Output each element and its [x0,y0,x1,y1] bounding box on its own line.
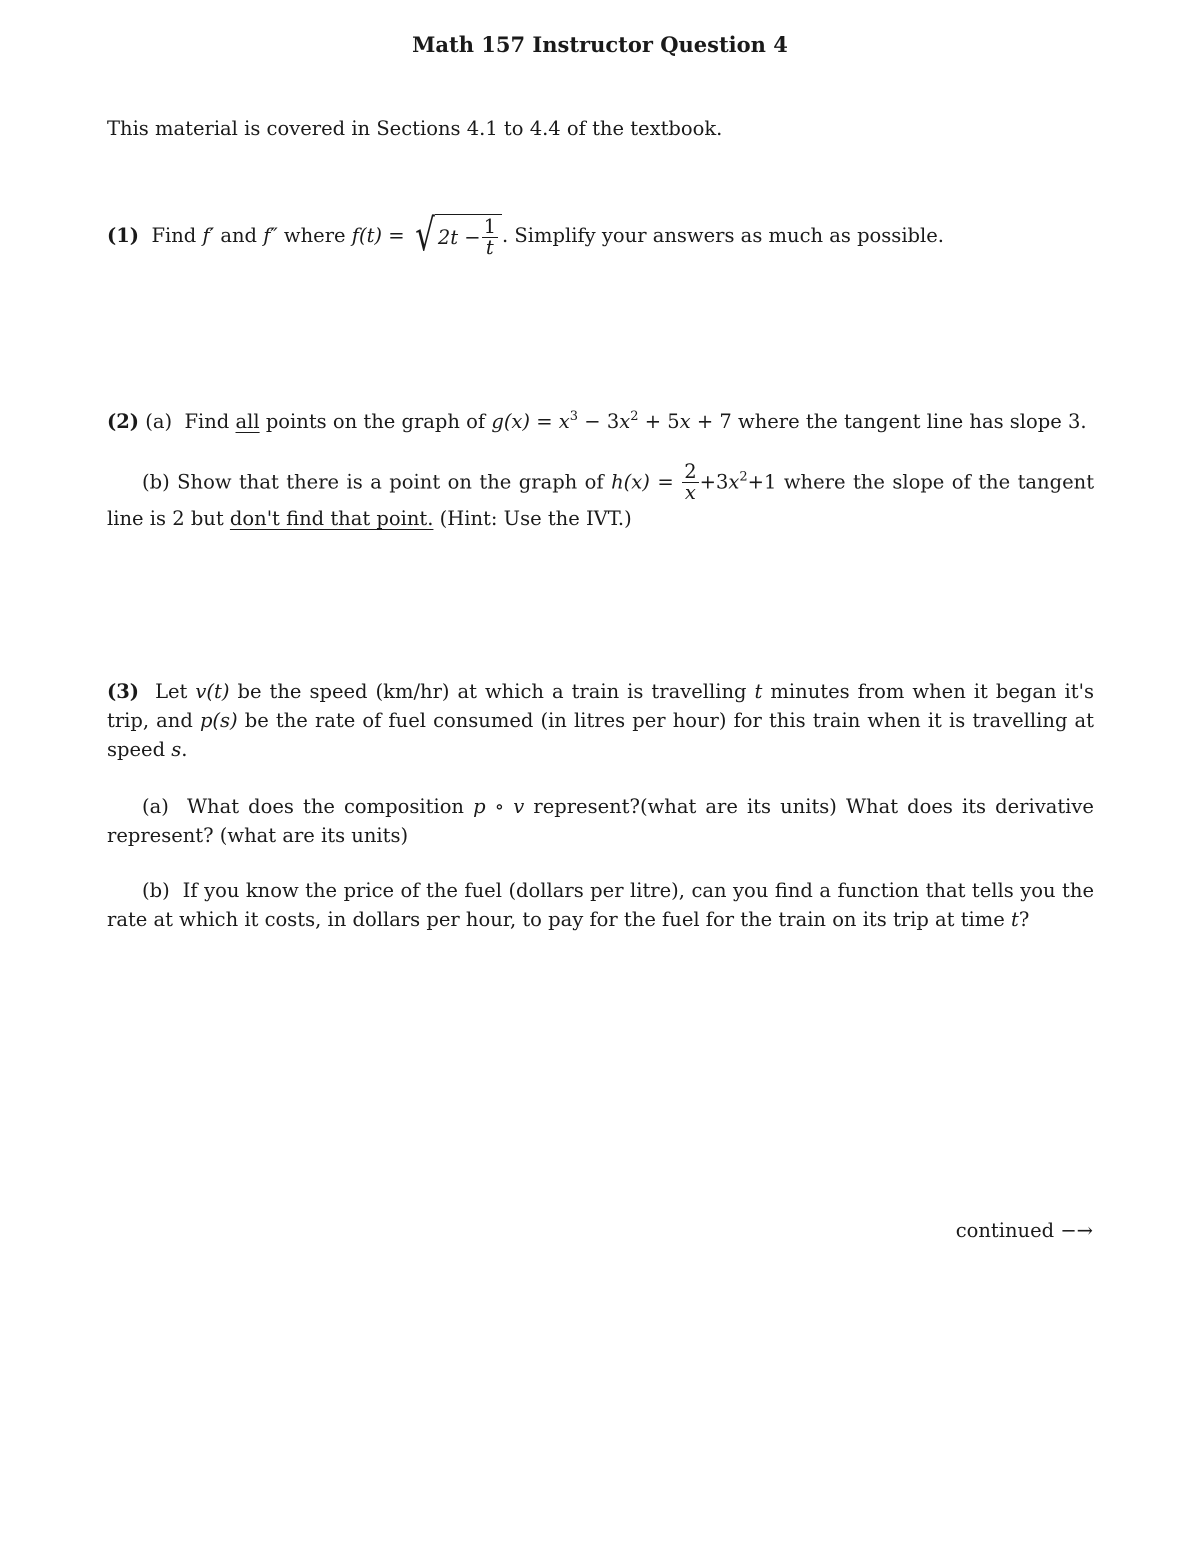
q2b-frac-numerator: 2 [684,460,697,483]
q2b-underlined: don't find that point. [229,506,434,530]
q2b-tail: +1 where the slope of the tangent line is 2 but [107,470,1095,530]
q3a-label: (a) [142,795,169,818]
q3b-t: t [1011,908,1019,931]
q2b-x: x [728,470,740,494]
q2a-text: points on the graph of [265,410,486,433]
q3-text1: be the speed (km/hr) at which a train is travelling [237,680,747,703]
q1-f-double-prime: f″ [263,223,278,247]
q2a-all: all [235,410,260,433]
q3-number: (3) [107,680,140,703]
question-3 [107,677,1094,764]
q2b-eq: = [657,470,674,494]
q1-radicand [435,214,502,259]
q3-s: s [171,738,182,761]
q2a-label: (a) [145,410,173,433]
q2a-exp2: 2 [630,409,639,424]
q2-number: (2) [107,410,140,433]
q1-and: and [220,223,257,247]
q2b-label: (b) [142,470,170,494]
q2a-tail: + 7 where the tangent line has slope 3. [690,410,1087,433]
continued-label: continued −→ [955,1219,1093,1242]
q2b-hint: (Hint: Use the IVT.) [433,506,632,530]
question-2b [107,462,1094,533]
q2b-exp2: 2 [739,469,748,485]
intro-text: This material is covered in Sections 4.1 to 4.4 of the textbook. [107,117,723,140]
q3b-text: If you know the price of the fuel (dollars per litre), can you find a function that tells you the rate at which it costs, in dollars per hour, to pay for the fuel for the train on its trip at time [107,879,1094,931]
q3-t: t [754,680,763,703]
q3b-label: (b) [142,879,170,902]
question-3b [107,876,1094,934]
q1-number: (1) [107,223,140,247]
q2a-x: x [558,410,570,433]
question-2a [107,407,1087,436]
q1-sqrt-expression [411,210,502,262]
q1-find: Find [151,223,197,247]
q2b-fraction [682,462,698,504]
q1-where: where [283,223,346,247]
page-title: Math 157 Instructor Question 4 [412,32,788,57]
q2a-eq: = [536,410,553,433]
q2a-func: g(x) [491,410,531,433]
q3b-question-mark: ? [1018,908,1030,931]
question-3a [107,792,1094,850]
q2a-plus: + 5 [638,410,680,433]
q3-text3: be the rate of fuel consumed (in litres per hour) for this train when it is travelling at speed [107,709,1094,761]
q1-frac-numerator: 1 [483,215,497,238]
q2b-plus3: +3 [699,470,729,494]
q3a-composition: p ∘ v [473,795,525,818]
q1-frac-denominator: t [485,236,494,260]
question-1 [107,210,945,262]
q3-let: Let [155,680,188,703]
q2a-x2: x [619,410,631,433]
q2a-exp3: 3 [569,409,579,424]
q2a-find: Find [184,410,230,433]
q2b-text: Show that there is a point on the graph of [177,470,604,494]
radical-sign-icon: √ [414,210,435,262]
q3a-text1: What does the composition [187,795,464,818]
q2a-x3: x [679,410,691,433]
q1-rest: . Simplify your answers as much as possible. [502,223,945,247]
q2a-minus: − 3 [578,410,620,433]
q1-fraction [482,217,498,259]
q1-f-lhs: f(t) = [351,223,405,247]
q2b-frac-denominator: x [684,481,696,505]
q1-f-prime: f′ [202,223,215,247]
q3-p-s: p(s) [199,709,238,732]
q3a-text2: represent?(what are its units) What does its derivative represent? (what are its units) [107,795,1094,847]
q3-v-t: v(t) [195,680,230,703]
q3-text2: minutes from when it began it's trip, and [107,680,1094,732]
q3-period: . [181,738,188,761]
q1-radicand-lead: 2t − [437,226,481,250]
q2b-func: h(x) [611,470,650,494]
